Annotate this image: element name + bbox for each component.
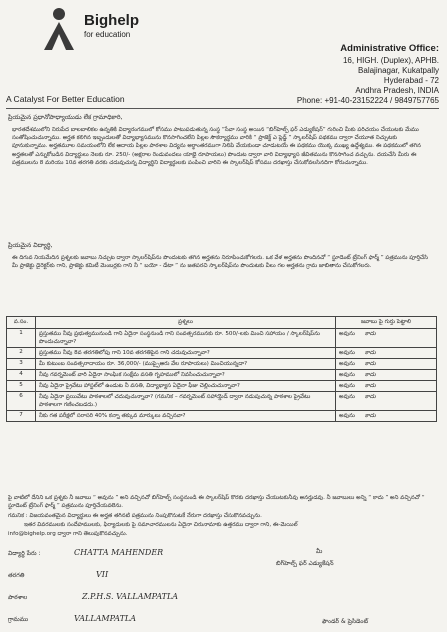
closing-yours: మీ (316, 548, 323, 555)
contact-email[interactable]: info@bighelp.org ద్వారా గాని తెలుపుకొనవచ్చును. (8, 531, 128, 537)
row-question: ప్రస్తుతము నీవు 8వ తరగతిలోపు గాని 10వ తరగతిపైన గాని చదువుచున్నావా? (36, 348, 336, 359)
option-no-ticked[interactable]: కాదు (364, 361, 376, 367)
school-label: పాఠశాల (8, 594, 28, 601)
table-row (7, 370, 437, 381)
brand-name: Bighelp (84, 12, 139, 29)
student-name-value[interactable]: CHATTA MAHENDER (74, 548, 164, 557)
option-no-ticked[interactable]: కాదు (364, 331, 376, 337)
village-label: గ్రామము (8, 616, 29, 623)
instructions-paragraph: ఈ దిగువ నియమేదిన ప్రశ్నలకు జవాబు నిచ్చుట ద్వారా స్కాలర్‌షిప్‌ను పొందుటకు తగిన అర్హతను నిరూపించుకోగలరు. ఒక వేళ అర్హతను పొందినచో “ స్టూడెంట్ ట్రేనింగ్ ఫార్మ్ ” పత్రమును పూర్తిచేసి మీ ప్రాజెక్టు డైరెక్టర్‌కు గాని, ప్రాజెక్టు కమిటీ మెంబర్లకు గాని నీ “ బయో - డేటా ” ను జతపరచి స్కాలర్‌షిప్‌ను పొందుటకు వీలు గల అర్హతను గ్రామ జాబితాను చేసుకోగలరు. (12, 255, 429, 270)
row-number: 4 (7, 370, 36, 381)
table-row (7, 329, 437, 348)
eligibility-table (6, 316, 437, 422)
row-question: ప్రస్తుతము నీవు ప్రభుత్వమునుండి గాని ఏదైనా సంస్థనుండి గాని సంవత్సరమునకు రూ. 500/-లకు మించి సహాయం / స్కాలర్‌షిప్‌ను పొందుచున్నావా? (36, 329, 336, 348)
office-line: Andhra Pradesh, INDIA (355, 86, 439, 95)
salutation-headmaster: ప్రియమైన ప్రధానోపాధ్యాయుడు లేక గ్రామాధికారి, (8, 114, 123, 121)
row-question: నీవు ఏదైనా ప్రయివేటు పాఠశాలలో చదువుచున్నావా? (గమనిక – గవర్నమెంట్ సహాయ్డెడ్ ద్వారా నడుపుచున్న పాఠశాల ప్రైవేటు పాఠశాలగా గణించబడదు.) (36, 392, 336, 411)
option-yes[interactable]: అవును (339, 383, 355, 389)
col-header-questions: ప్రశ్నలు (36, 317, 336, 329)
option-yes[interactable]: అవును (339, 361, 355, 367)
row-answer (336, 348, 437, 359)
office-line: Balajinagar, Kukatpally (358, 66, 439, 75)
success-note: గమనిక : విజయవంతమైన విద్యార్థులు ఈ అర్హత తగినటి పత్రమును నింపుకొనుటకే నేరుగా దరఖాస్తు చేసుకొనవచ్చును. (8, 513, 262, 519)
brand-subtitle: for education (84, 30, 131, 39)
row-number: 3 (7, 359, 36, 370)
option-yes[interactable]: అవును (339, 413, 355, 419)
option-no-ticked[interactable]: కాదు (364, 350, 376, 356)
row-question: మీ కుటుంబ సంవత్సరాదాయం రూ. 36,000/- (ముప్పైఆరు వేల రూపాయలు) మించియున్నదా? (36, 359, 336, 370)
table-row (7, 381, 437, 392)
table-row (7, 392, 437, 411)
option-yes[interactable]: అవును (339, 350, 355, 356)
row-answer (336, 381, 437, 392)
row-answer (336, 370, 437, 381)
student-name-label: విద్యార్థి పేరు : (8, 550, 41, 557)
salutation-student: ప్రియమైన విద్యార్థి, (8, 242, 53, 249)
class-value[interactable]: VII (96, 570, 109, 579)
row-number: 7 (7, 411, 36, 422)
option-yes[interactable]: అవును (339, 394, 355, 400)
table-row (7, 359, 437, 370)
option-no-ticked[interactable]: కాదు (364, 383, 376, 389)
row-number: 1 (7, 329, 36, 348)
row-question: నీవు ఏదైనా ప్రైవేటు హాస్టల్‌లో ఉండుట నీ వసతి, విద్యాభ్యాస ఏదైనా ఫీజు చెల్లించుచున్నావా? (36, 381, 336, 392)
option-yes[interactable]: అవును (339, 331, 355, 337)
option-no-ticked[interactable]: కాదు (364, 413, 376, 419)
row-answer (336, 392, 437, 411)
row-number: 2 (7, 348, 36, 359)
office-address (297, 44, 439, 106)
row-question: నీకు గత పరీక్షలో సరాసరి 40% కన్నా తక్కువ మార్కులు వచ్చినవా? (36, 411, 336, 422)
option-yes[interactable]: అవును (339, 372, 355, 378)
row-answer (336, 411, 437, 422)
intro-paragraph: భారతదేశములోని నిరుపేద బాలబాలికల ఉన్నతికి విద్యారంగములో కోసము పాటుపడుతున్న సంస్థ “సేవా సంస్థ అయిన “బిగ్‌హెల్ప్ ఫర్ ఎడ్యుకేషన్” గురించి మీకు పరిచయం చేయుటకు మేము సంతోషించుచున్నాము. అర్హత కలిగిన ఇబ్బందులతో విద్యాభ్యాసమును కొనసాగించలేని పిల్లల సౌకర్యార్థము వారికి “ ప్రాజెక్ట్ ఎ ప్లెడ్జ్ ” స్కాలర్‌షిప్ పథకము ద్వారా చేయూత నిచ్చుటకు పూనుకున్నాము. అర్హతమూల సమయంలోని లేక ఆదాయ పిల్లల పాఠశాల విద్యను అర్థాంతరముగా నిలిపి వేయకుండా చూడుటయే ఈ పథకము యొక్క ముఖ్య ఉద్దేశ్యము. ఈ పథకములో తగిన అర్హతలతో ఎన్నుకోబడిన విద్యార్థులు నెలకు రూ. 250/- (అక్షరాల రెండువందలు యాభై రూపాయలు) పొందుట ద్వారా వారి విద్యాభ్యాస జీవితమును కొనసాగించ వచ్చును. దయచేసి మీరు ఈ పత్రములను 8 మరియు 10వ తరగతి వరకు చదువుచున్న విద్యార్థిని విద్యార్థులకు పంపించి వారిని ఈ స్కాలర్‌షిప్ కోసము దరఖాస్తు చేసుకోవలసినదిగా కోరుచున్నాము. (12, 127, 421, 166)
row-question: నీవు గవర్నమెంట్ వారి ఏదైనా సాంఘిక సంక్షేమ వసతి గృహములో నివసించుచున్నావా? (36, 370, 336, 381)
office-line: Hyderabad - 72 (383, 76, 439, 85)
office-phone: Phone: +91-40-23152224 / 9849757765 (296, 96, 439, 105)
option-no-ticked[interactable]: కాదు (364, 394, 376, 400)
col-header-number: వ.సం. (7, 317, 36, 329)
signatory-title: ఫౌండర్ & ప్రెసిడెంట్ (322, 618, 369, 625)
school-value[interactable]: Z.P.H.S. VALLAMPATLA (82, 592, 179, 601)
table-row (7, 348, 437, 359)
row-number: 5 (7, 381, 36, 392)
village-value[interactable]: VALLAMPATLA (74, 614, 137, 623)
closing-org: బిగ్‌హెల్ప్ ఫర్ ఎడ్యుకేషన్ (276, 560, 334, 567)
office-line: 16, HIGH. (Duplex), APHB. (342, 56, 439, 65)
row-answer (336, 329, 437, 348)
row-number: 6 (7, 392, 36, 411)
table-row (7, 411, 437, 422)
option-no-ticked[interactable]: కాదు (364, 372, 376, 378)
bighelp-logo-icon (40, 6, 78, 50)
tagline: A Catalyst For Better Education (6, 94, 125, 104)
header-divider (6, 108, 439, 109)
contact-note: ఇతర వివరములకు సందేహములకు, ఫిర్యాదులకు పై సమాచారములను ఏదైనా చిరునామాకు ఉత్తరము ద్వారా గాని, ఈ-మెయిల్ (24, 522, 298, 528)
col-header-answer: జవాబు పై గుర్తు పెట్టాలి (336, 317, 437, 329)
class-label: తరగతి (8, 572, 25, 579)
office-title: Administrative Office: (340, 43, 439, 54)
table-header-row (7, 317, 437, 329)
row-answer (336, 359, 437, 370)
eligibility-note: పై వాటిలో దేనిని ఒక ప్రశ్నకు నీ జవాబు “ అవును ” అని వచ్చినచో బిగ్‌హెల్ప్ సంస్థనుండి ఈ స్కాలర్‌షిప్ కొరకు దరఖాస్తు చేయుటకునీవు అనర్హుడవు. నీ జవాబులు అన్ని “ కాదు ” అని వచ్చినచో “ స్టూడెంట్ ట్రేనింగ్ ఫార్మ్ ” పత్రమును పూర్తిచేయవలెను. (8, 495, 425, 509)
